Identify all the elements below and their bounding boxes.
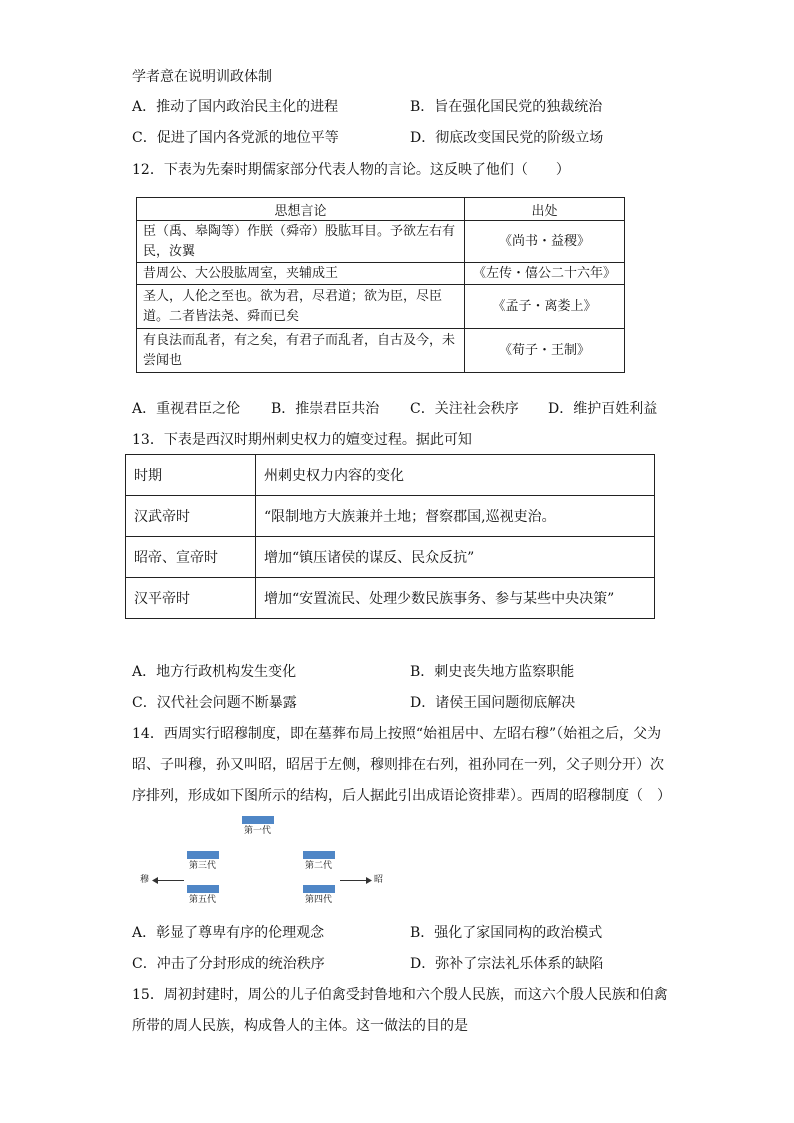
table-row: [137, 263, 625, 285]
q12-option-b[interactable]: B．推崇君臣共治: [271, 401, 380, 417]
q15-stem-line-1: 15．周初封建时，周公的儿子伯禽受封鲁地和六个殷人民族，而这六个殷人民族和伯禽: [132, 987, 668, 1003]
source-cell: 《左传・僖公二十六年》: [465, 263, 625, 285]
gen5-label: 第五代: [189, 895, 217, 905]
q15-stem-line-2: 所带的周人民族，构成鲁人的主体。这一做法的目的是: [132, 1018, 468, 1034]
gen3-box: [187, 851, 219, 859]
q11-option-c[interactable]: C．促进了国内各党派的地位平等: [132, 130, 339, 146]
quote-cell: 圣人，人伦之至也。欲为君，尽君道；欲为臣，尽臣道。二者皆法尧、舜而已矣: [137, 285, 465, 329]
q13-table: [125, 454, 655, 619]
left-arrow-line: [156, 880, 184, 881]
table-row: [126, 537, 655, 578]
quote-cell: 有良法而乱者，有之矣，有君子而乱者，自古及今，未尝闻也: [137, 329, 465, 373]
gen4-label: 第四代: [305, 895, 333, 905]
q14-stem-line-3: 序排列，形成如下图所示的结构，后人据此引出成语论资排辈）。西周的昭穆制度（ ）: [132, 788, 671, 804]
q14-option-d[interactable]: D．弥补了宗法礼乐体系的缺陷: [410, 956, 604, 972]
table-header-cell: 州刺史权力内容的变化: [256, 455, 655, 496]
right-arrow-icon: [366, 877, 372, 884]
q13-option-a[interactable]: A．地方行政机构发生变化: [132, 664, 297, 680]
q14-option-b[interactable]: B．强化了家国同构的政治模式: [410, 925, 603, 941]
right-arrow-line: [340, 880, 368, 881]
table-header-cell: 出处: [465, 198, 625, 221]
table-row: [126, 578, 655, 619]
left-arrow-icon: [152, 877, 158, 884]
q13-option-d[interactable]: D．诸侯王国问题彻底解决: [410, 695, 576, 711]
change-cell: 增加“镇压诸侯的谋反、民众反抗”: [256, 537, 655, 578]
change-cell: “限制地方大族兼并土地；督察郡国,巡视吏治。: [256, 496, 655, 537]
quote-cell: 臣（禹、皋陶等）作朕（舜帝）股肱耳目。予欲左右有民，汝翼: [137, 221, 465, 263]
gen2-box: [303, 851, 335, 859]
period-cell: 汉平帝时: [126, 578, 256, 619]
q13-stem: 13．下表是西汉时期州刺史权力的嬗变过程。据此可知: [132, 432, 472, 448]
source-cell: 《荀子・王制》: [465, 329, 625, 373]
q11-option-b[interactable]: B．旨在强化国民党的独裁统治: [410, 99, 603, 115]
period-cell: 汉武帝时: [126, 496, 256, 537]
table-row: [137, 285, 625, 329]
period-cell: 昭帝、宣帝时: [126, 537, 256, 578]
mu-label: 穆: [140, 875, 150, 885]
quote-cell: 昔周公、大公股肱周室，夹辅成王: [137, 263, 465, 285]
q13-option-b[interactable]: B．刺史丧失地方监察职能: [410, 664, 575, 680]
table-header-cell: 时期: [126, 455, 256, 496]
source-cell: 《尚书・益稷》: [465, 221, 625, 263]
table-row: [126, 496, 655, 537]
gen3-label: 第三代: [189, 861, 217, 871]
q14-option-a[interactable]: A．彰显了尊卑有序的伦理观念: [132, 925, 325, 941]
q14-option-c[interactable]: C．冲击了分封形成的统治秩序: [132, 956, 325, 972]
gen4-box: [303, 885, 335, 893]
q12-stem: 12．下表为先秦时期儒家部分代表人物的言论。这反映了他们（ ）: [132, 162, 570, 178]
gen1-label: 第一代: [244, 826, 272, 836]
gen1-box: [242, 816, 274, 824]
q12-table: [136, 197, 625, 373]
q12-option-d[interactable]: D．维护百姓利益: [548, 401, 658, 417]
zhao-label: 昭: [374, 875, 384, 885]
q14-stem-line-1: 14．西周实行昭穆制度，即在墓葬布局上按照“始祖居中、左昭右穆”（始祖之后，父为: [132, 726, 662, 742]
q13-option-c[interactable]: C．汉代社会问题不断暴露: [132, 695, 297, 711]
source-cell: 《孟子・离娄上》: [465, 285, 625, 329]
table-row: [137, 221, 625, 263]
q12-option-a[interactable]: A．重视君臣之伦: [132, 401, 241, 417]
gen2-label: 第二代: [305, 861, 333, 871]
q11-stem-tail: 学者意在说明训政体制: [132, 69, 272, 85]
gen5-box: [187, 885, 219, 893]
table-header-row: [126, 455, 655, 496]
table-header-cell: 思想言论: [137, 198, 465, 221]
q11-option-d[interactable]: D．彻底改变国民党的阶级立场: [410, 130, 604, 146]
q12-option-c[interactable]: C．关注社会秩序: [410, 401, 519, 417]
q14-stem-line-2: 昭、子叫穆，孙又叫昭，昭居于左侧，穆则排在右列，祖孙同在一列，父子则分开）次: [132, 757, 664, 773]
table-row: [137, 329, 625, 373]
q11-option-a[interactable]: A．推动了国内政治民主化的进程: [132, 99, 339, 115]
table-header-row: [137, 198, 625, 221]
change-cell: 增加“安置流民、处理少数民族事务、参与某些中央决策”: [256, 578, 655, 619]
